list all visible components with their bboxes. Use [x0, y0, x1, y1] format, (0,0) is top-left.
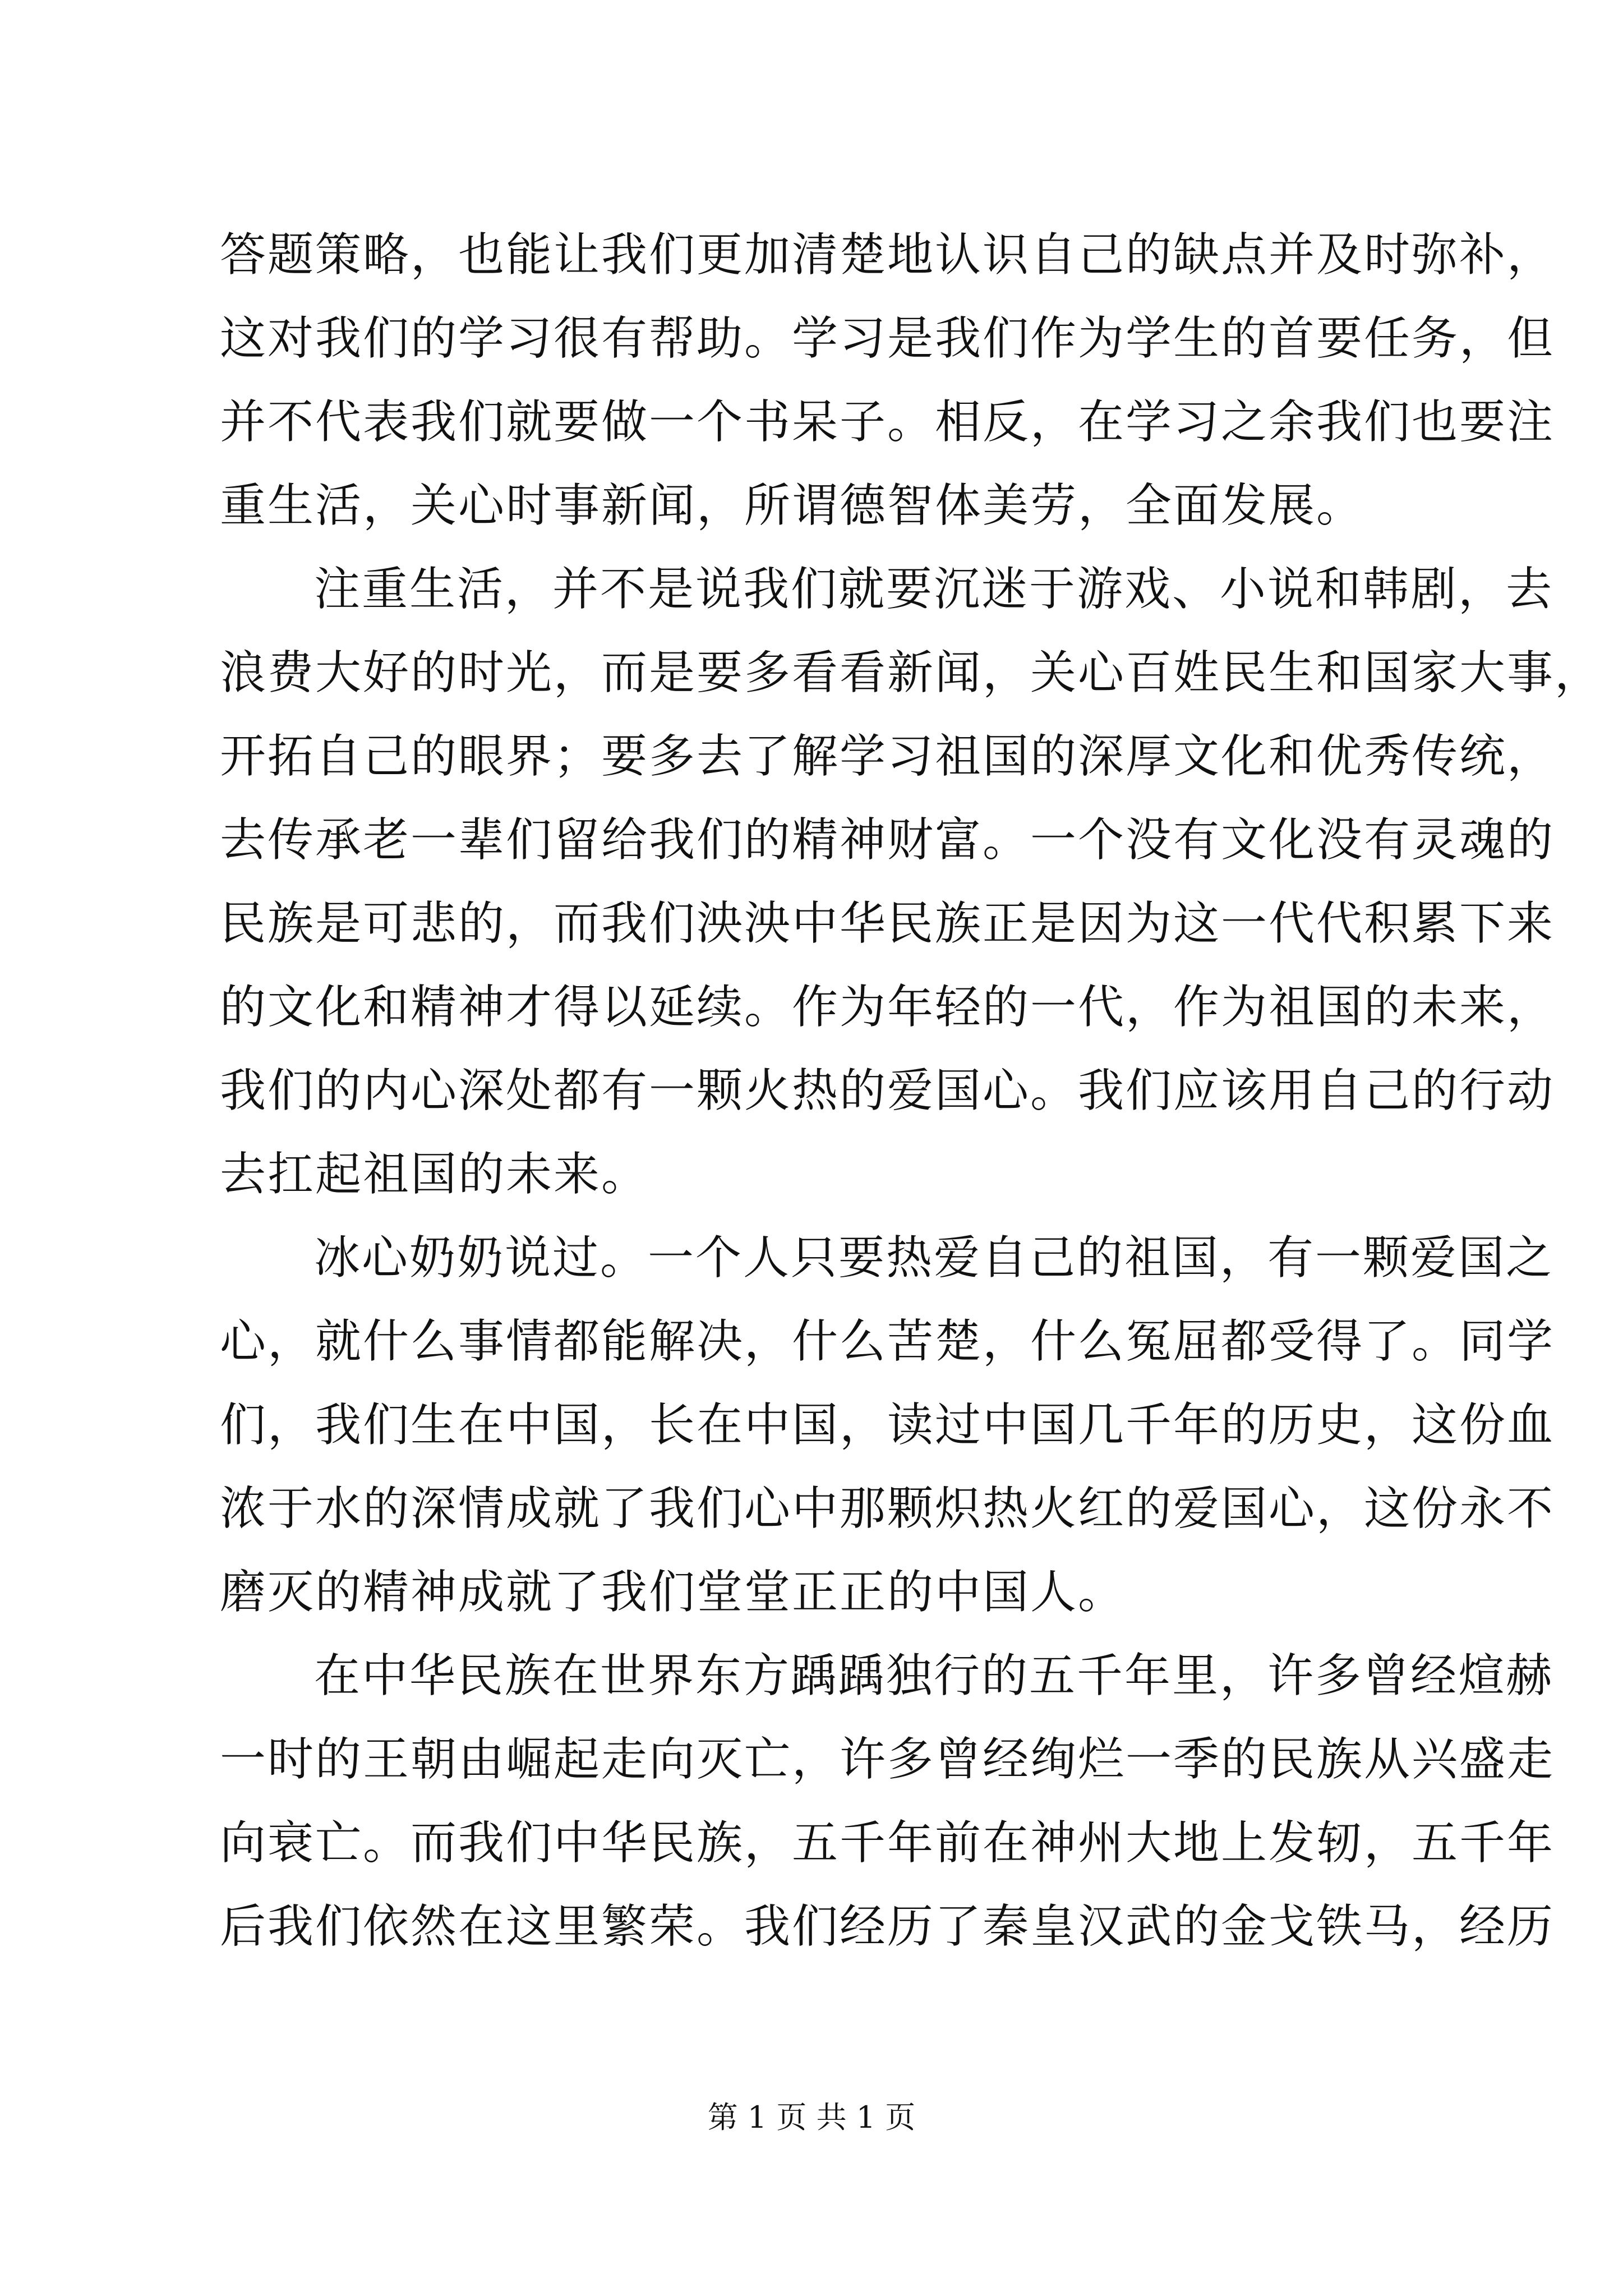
text-line: 的文化和精神才得以延续。作为年轻的一代，作为祖国的未来， — [220, 981, 1555, 1034]
text-line: 重生活，关心时事新闻，所谓德智体美劳，全面发展。 — [220, 479, 1364, 532]
text-line: 民族是可悲的，而我们泱泱中华民族正是因为这一代代积累下来 — [220, 897, 1555, 950]
text-line: 浪费大好的时光，而是要多看看新闻，关心百姓民生和国家大事， — [220, 646, 1603, 700]
text-line: 并不代表我们就要做一个书呆子。相反，在学习之余我们也要注 — [220, 395, 1555, 449]
text-line: 一时的王朝由崛起走向灭亡，许多曾经绚烂一季的民族从兴盛走 — [220, 1733, 1555, 1786]
text-line: 心，就什么事情都能解决，什么苦楚，什么冤屈都受得了。同学 — [220, 1315, 1555, 1368]
text-line: 这对我们的学习很有帮助。学习是我们作为学生的首要任务，但 — [220, 312, 1555, 365]
text-line: 去传承老一辈们留给我们的精神财富。一个没有文化没有灵魂的 — [220, 813, 1555, 867]
paragraph-first-line: 在中华民族在世界东方踽踽独行的五千年里，许多曾经煊赫 — [314, 1649, 1554, 1703]
text-line: 磨灭的精神成就了我们堂堂正正的中国人。 — [220, 1566, 1126, 1619]
text-line: 答题策略，也能让我们更加清楚地认识自己的缺点并及时弥补， — [220, 228, 1555, 282]
text-line: 向衰亡。而我们中华民族，五千年前在神州大地上发轫，五千年 — [220, 1816, 1555, 1870]
page-footer: 第 1 页 共 1 页 — [707, 2100, 916, 2135]
paragraph-first-line: 冰心奶奶说过。一个人只要热爱自己的祖国，有一颗爱国之 — [314, 1231, 1554, 1285]
text-line: 我们的内心深处都有一颗火热的爱国心。我们应该用自己的行动 — [220, 1064, 1555, 1117]
text-line: 后我们依然在这里繁荣。我们经历了秦皇汉武的金戈铁马，经历 — [220, 1900, 1555, 1953]
text-line: 去扛起祖国的未来。 — [220, 1148, 649, 1201]
body-text — [220, 213, 1603, 1968]
paragraph-first-line: 注重生活，并不是说我们就要沉迷于游戏、小说和韩剧，去 — [314, 563, 1554, 616]
text-line: 浓于水的深情成就了我们心中那颗炽热火红的爱国心，这份永不 — [220, 1482, 1555, 1535]
text-line: 开拓自己的眼界；要多去了解学习祖国的深厚文化和优秀传统， — [220, 730, 1555, 783]
text-line: 们，我们生在中国，长在中国，读过中国几千年的历史，这份血 — [220, 1398, 1555, 1452]
